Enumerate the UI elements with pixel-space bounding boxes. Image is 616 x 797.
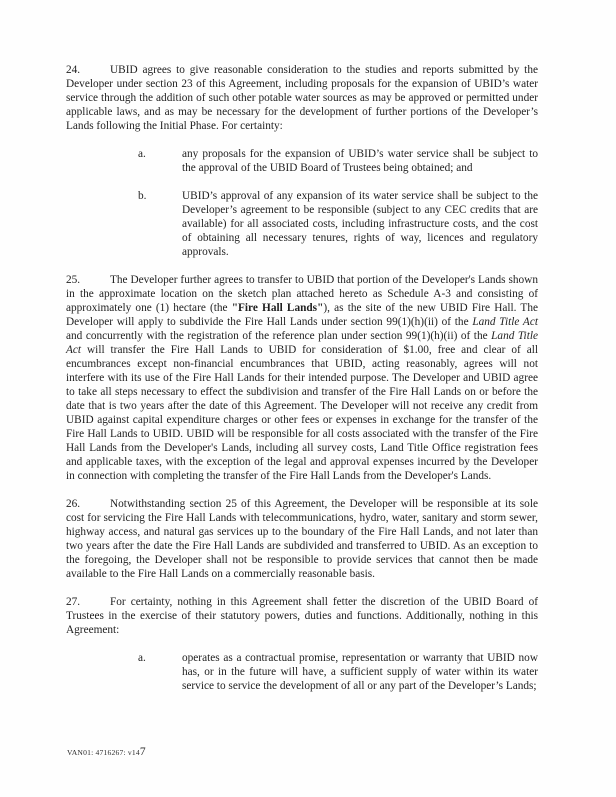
paragraph-27-text: For certainty, nothing in this Agreement shall fetter the discretion of the UBID Board of Trustees in the exercise of their statutory powers, duties and functions. Additionally, nothing in this Agreement: [66, 596, 538, 636]
paragraph-24-number: 24. [66, 64, 81, 76]
paragraph-27-item-a-letter: a. [138, 652, 146, 664]
document-id: VAN01: 4716267: v14 [67, 748, 140, 757]
paragraph-25 [66, 273, 538, 483]
paragraph-25-number: 25. [66, 274, 81, 286]
paragraph-24-item-b [138, 189, 538, 259]
agreement-body [66, 63, 538, 707]
page-footer [67, 746, 146, 759]
paragraph-27-number: 27. [66, 596, 81, 608]
paragraph-26-number: 26. [66, 498, 81, 510]
paragraph-24-item-a [138, 147, 538, 175]
paragraph-24-item-b-letter: b. [138, 190, 147, 202]
paragraph-24-text: UBID agrees to give reasonable consideration to the studies and reports submitted by the Developer under section 23 of this Agreement, including proposals for the expansion of UBID’s water service through the addition of such other potable water sources as may be approved or permitted under applicable laws, and as may be necessary for the development of further portions of the Developer’s Lands following the Initial Phase. For certainty: [66, 64, 538, 132]
paragraph-27-item-a-text: operates as a contractual promise, representation or warranty that UBID now has, or in the future will have, a sufficient supply of water within its water service to service the development of all or any part of the Developer’s Lands; [182, 652, 538, 692]
paragraph-24-item-a-text: any proposals for the expansion of UBID’s water service shall be subject to the approval of the UBID Board of Trustees being obtained; and [182, 148, 538, 174]
paragraph-27 [66, 595, 538, 637]
page-number: 7 [139, 746, 146, 758]
paragraph-24-item-a-letter: a. [138, 148, 146, 160]
paragraph-25-text: The Developer further agrees to transfer to UBID that portion of the Developer's Lands shown in the approximate location on the sketch plan attached hereto as Schedule A-3 and consisting of approximately one (1) hectare (the "Fire Hall Lands"), as the site of the new UBID Fire Hall. The Developer will apply to subdivide the Fire Hall Lands under section 99(1)(h)(ii) of the Land Title Act and concurrently with the registration of the reference plan under section 99(1)(h)(ii) of the Land Title Act will transfer the Fire Hall Lands to UBID for consideration of $1.00, free and clear of all encumbrances except non-financial encumbrances that UBID, acting reasonably, agrees will not interfere with its use of the Fire Hall Lands for their intended purpose. The Developer and UBID agree to take all steps necessary to effect the subdivision and transfer of the Fire Hall Lands on or before the date that is two years after the date of this Agreement. The Developer will not receive any credit from UBID against capital expenditure charges or other fees or expenses in exchange for the transfer of the Fire Hall Lands to UBID. UBID will be responsible for all costs associated with the transfer of the Fire Hall Lands from the Developer's Lands, including all survey costs, Land Title Office registration fees and applicable taxes, with the exception of the legal and approval expenses incurred by the Developer in connection with completing the transfer of the Fire Hall Lands from the Developer's Lands. [66, 274, 538, 482]
paragraph-26 [66, 497, 538, 581]
paragraph-24 [66, 63, 538, 133]
paragraph-24-item-b-text: UBID’s approval of any expansion of its water service shall be subject to the Developer’s agreement to be responsible (subject to any CEC credits that are available) for all associated costs, including infrastructure costs, and the cost of obtaining all necessary tenures, rights of way, licences and regulatory approvals. [182, 190, 538, 258]
paragraph-27-item-a [138, 651, 538, 693]
paragraph-26-text: Notwithstanding section 25 of this Agreement, the Developer will be responsible at its sole cost for servicing the Fire Hall Lands with telecommunications, hydro, water, sanitary and storm sewer, highway access, and natural gas services up to the boundary of the Fire Hall Lands, and not later than two years after the date the Fire Hall Lands are subdivided and transferred to UBID. As an exception to the foregoing, the Developer shall not be responsible to provide services that cannot then be made available to the Fire Hall Lands on a commercially reasonable basis. [66, 498, 538, 580]
